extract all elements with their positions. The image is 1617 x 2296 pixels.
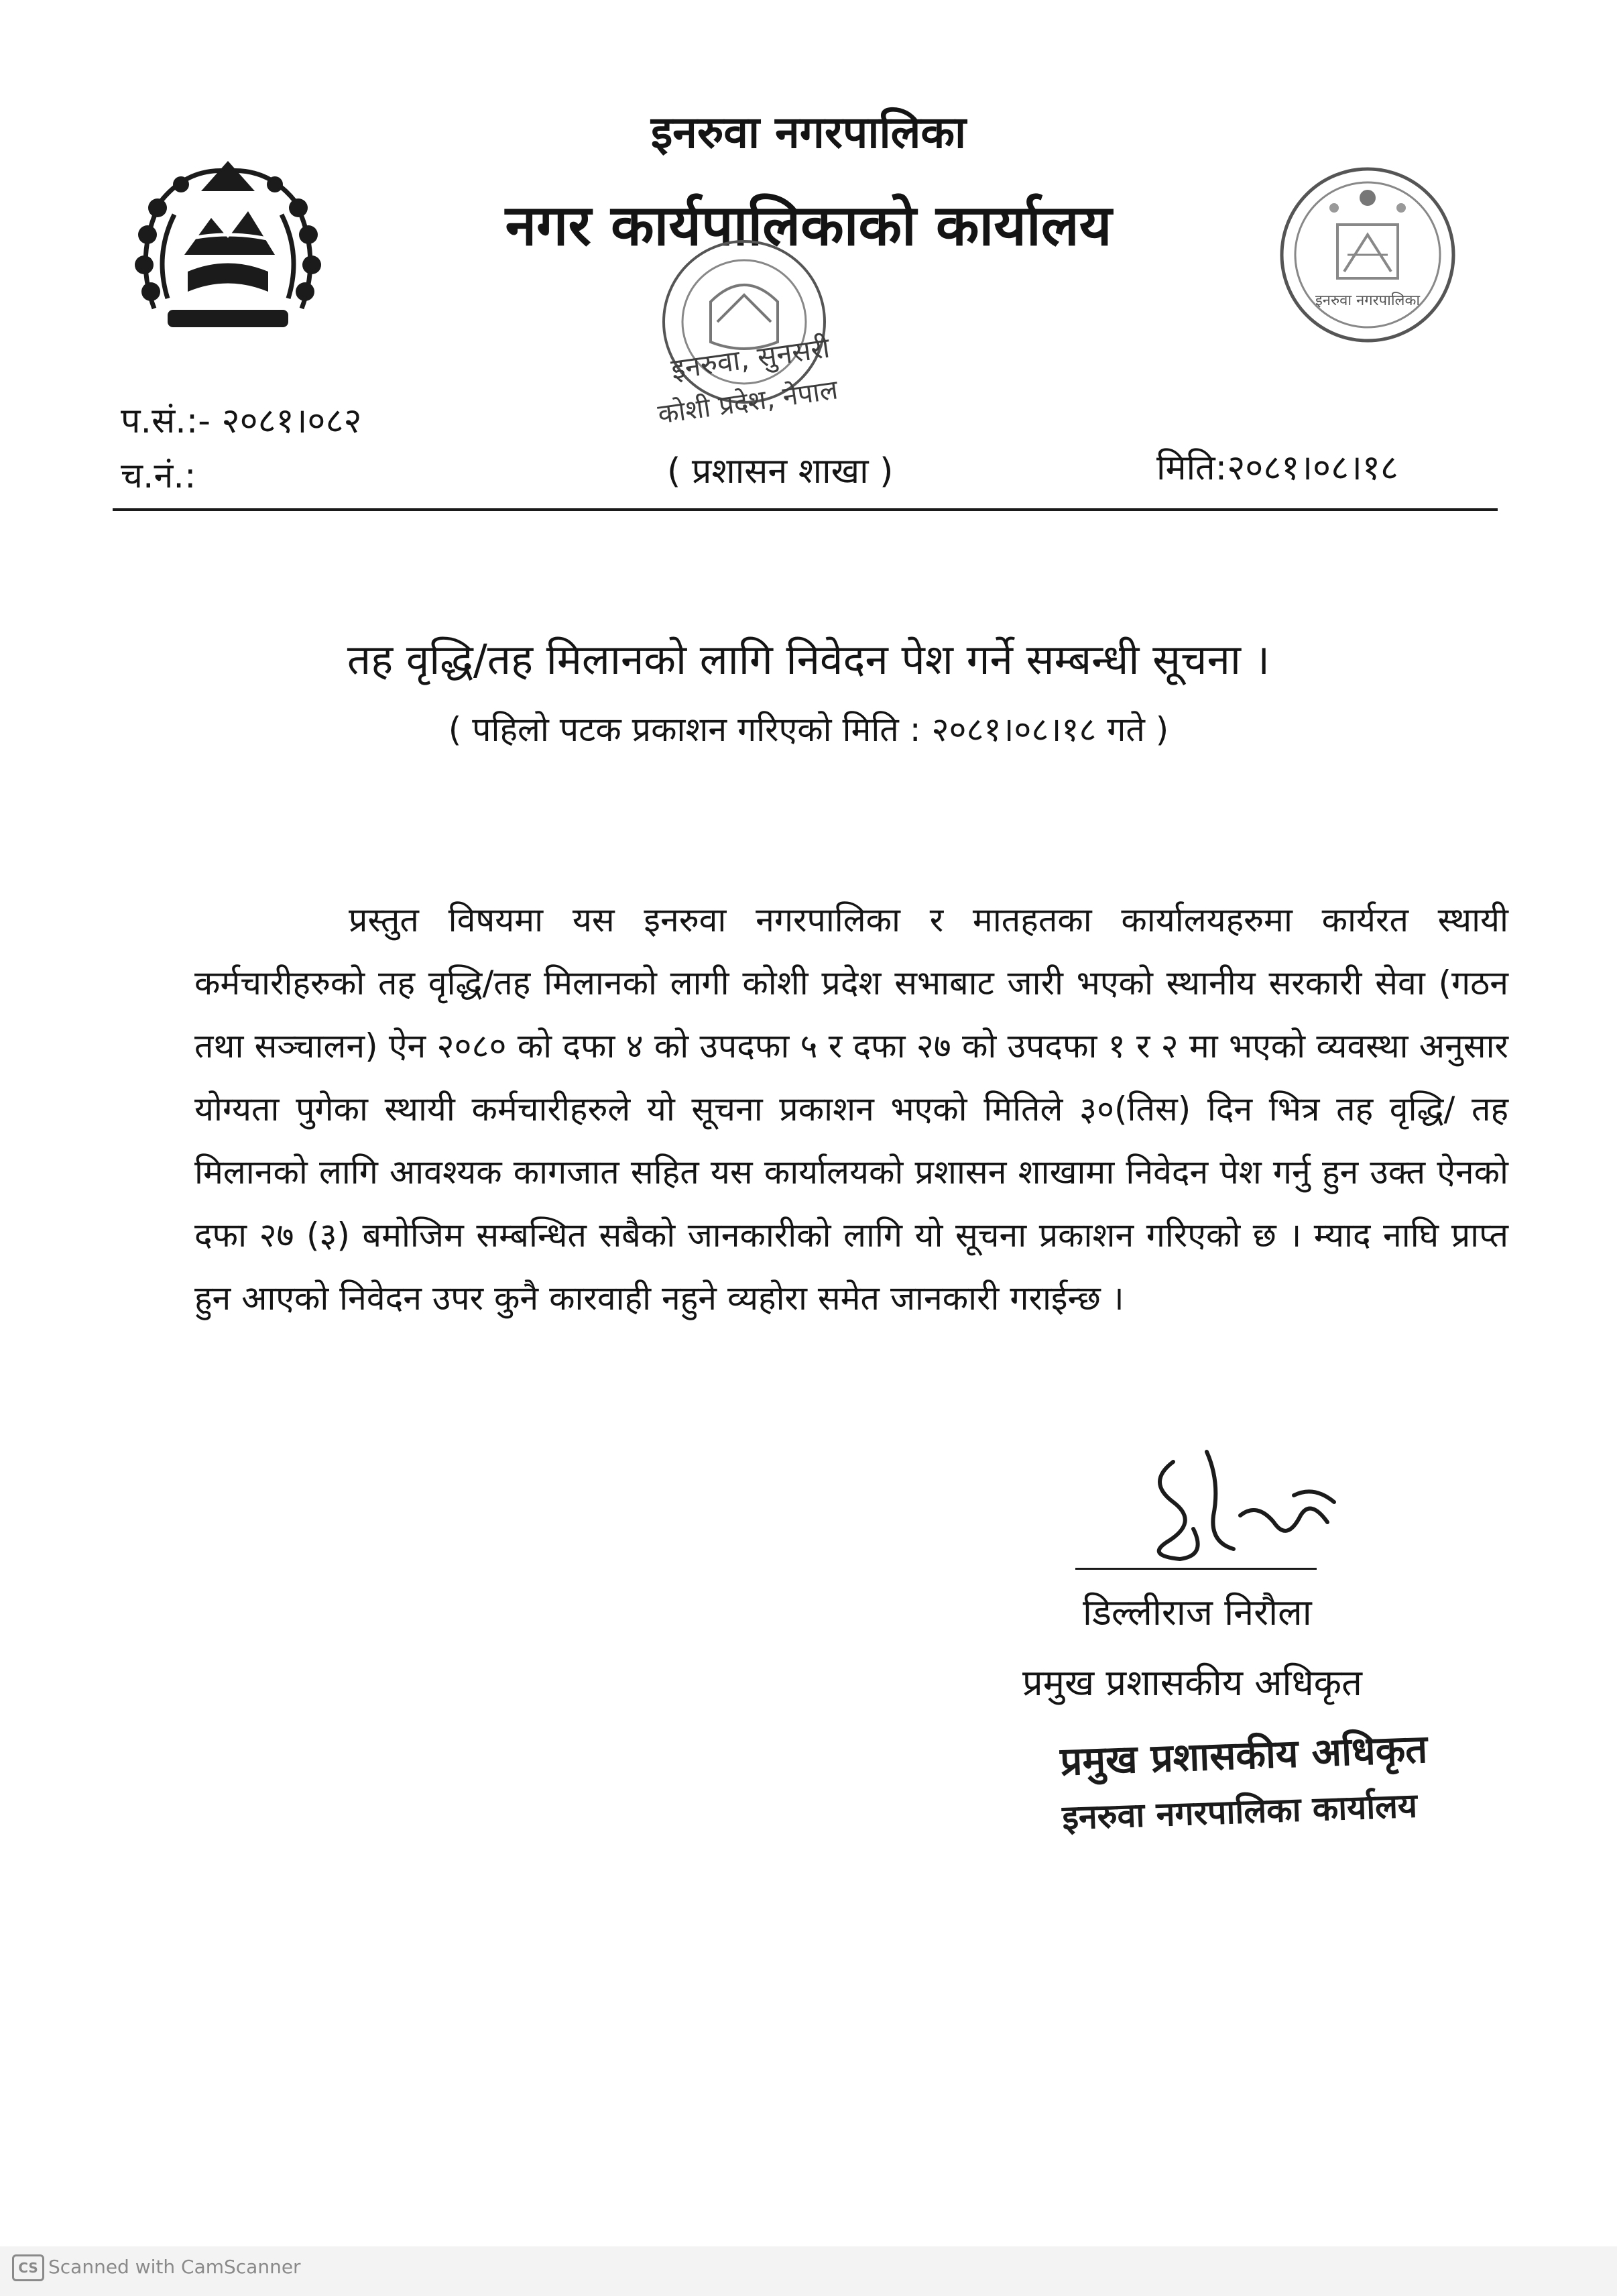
signatory-name: डिल्लीराज निरौला <box>1083 1591 1312 1633</box>
first-published-date: ( पहिलो पटक प्रकाशन गरिएको मिति : २०८१।०८।१८ गते ) <box>448 710 1169 749</box>
notice-subject: तह वृद्धि/तह मिलानको लागि निवेदन पेश गर्ने सम्बन्धी सूचना । <box>347 635 1270 684</box>
header-divider <box>113 508 1498 511</box>
municipality-name: इनरुवा नगरपालिका <box>650 107 967 158</box>
stamp-line-1: प्रमुख प्रशासकीय अधिकृत <box>1059 1725 1429 1784</box>
handwritten-signature <box>1133 1442 1361 1576</box>
signature-line <box>1075 1568 1317 1570</box>
scanner-watermark: Scanned with CamScanner <box>48 2256 301 2278</box>
camscanner-logo-icon: CS <box>12 2254 44 2281</box>
stamp-text-1: इनरुवा, सुनसरी <box>668 331 832 386</box>
signatory-title: प्रमुख प्रशासकीय अधिकृत <box>1022 1662 1362 1704</box>
issue-date: मिति:२०८१।०८।१८ <box>1156 448 1398 488</box>
notice-body: प्रस्तुत विषयमा यस इनरुवा नगरपालिका र मातहतका कार्यालयहरुमा कार्यरत स्थायी कर्मचारीहरुको तह वृद्धि/तह मिलानको लागी कोशी प्रदेश सभाबाट जारी भएको स्थानीय सरकारी सेवा (गठन तथा सञ्चालन) ऐन २०८० को दफा ४ को उपदफा ५ र दफा २७ को उपदफा १ र २ मा भएको व्यवस्था अनुसार योग्यता पुगेका स्थायी कर्मचारीहरुले यो सूचना प्रकाशन भएको मितिले ३०(तिस) दिन भित्र तह वृद्धि/ तह मिलानको लागि आवश्यक कागजात सहित यस कार्यालयको प्रशासन शाखामा निवेदन पेश गर्नु हुन उक्त ऐनको दफा २७ (३) बमोजिम सम्बन्धित सबैको जानकारीको लागि यो सूचना प्रकाशन गरिएको छ । म्याद नाघि प्राप्त हुन आएको निवेदन उपर कुनै कारवाही नहुने व्यहोरा समेत जानकारी गराईन्छ । <box>194 901 1508 1318</box>
seal-text: इनरुवा नगरपालिका <box>1315 292 1421 309</box>
designation-stamp <box>1059 1721 1431 1846</box>
branch-name: ( प्रशासन शाखा ) <box>667 451 894 492</box>
stamp-text-2: कोशी प्रदेश, नेपाल <box>656 374 840 431</box>
stamp-line-2: इनरुवा नगरपालिका कार्यालय <box>1061 1786 1418 1837</box>
office-title: नगर कार्यपालिकाको कार्यालय <box>505 192 1112 258</box>
dispatch-number: च.नं.: <box>121 456 196 496</box>
reference-number: प.सं.:- २०८१।०८२ <box>121 401 362 441</box>
